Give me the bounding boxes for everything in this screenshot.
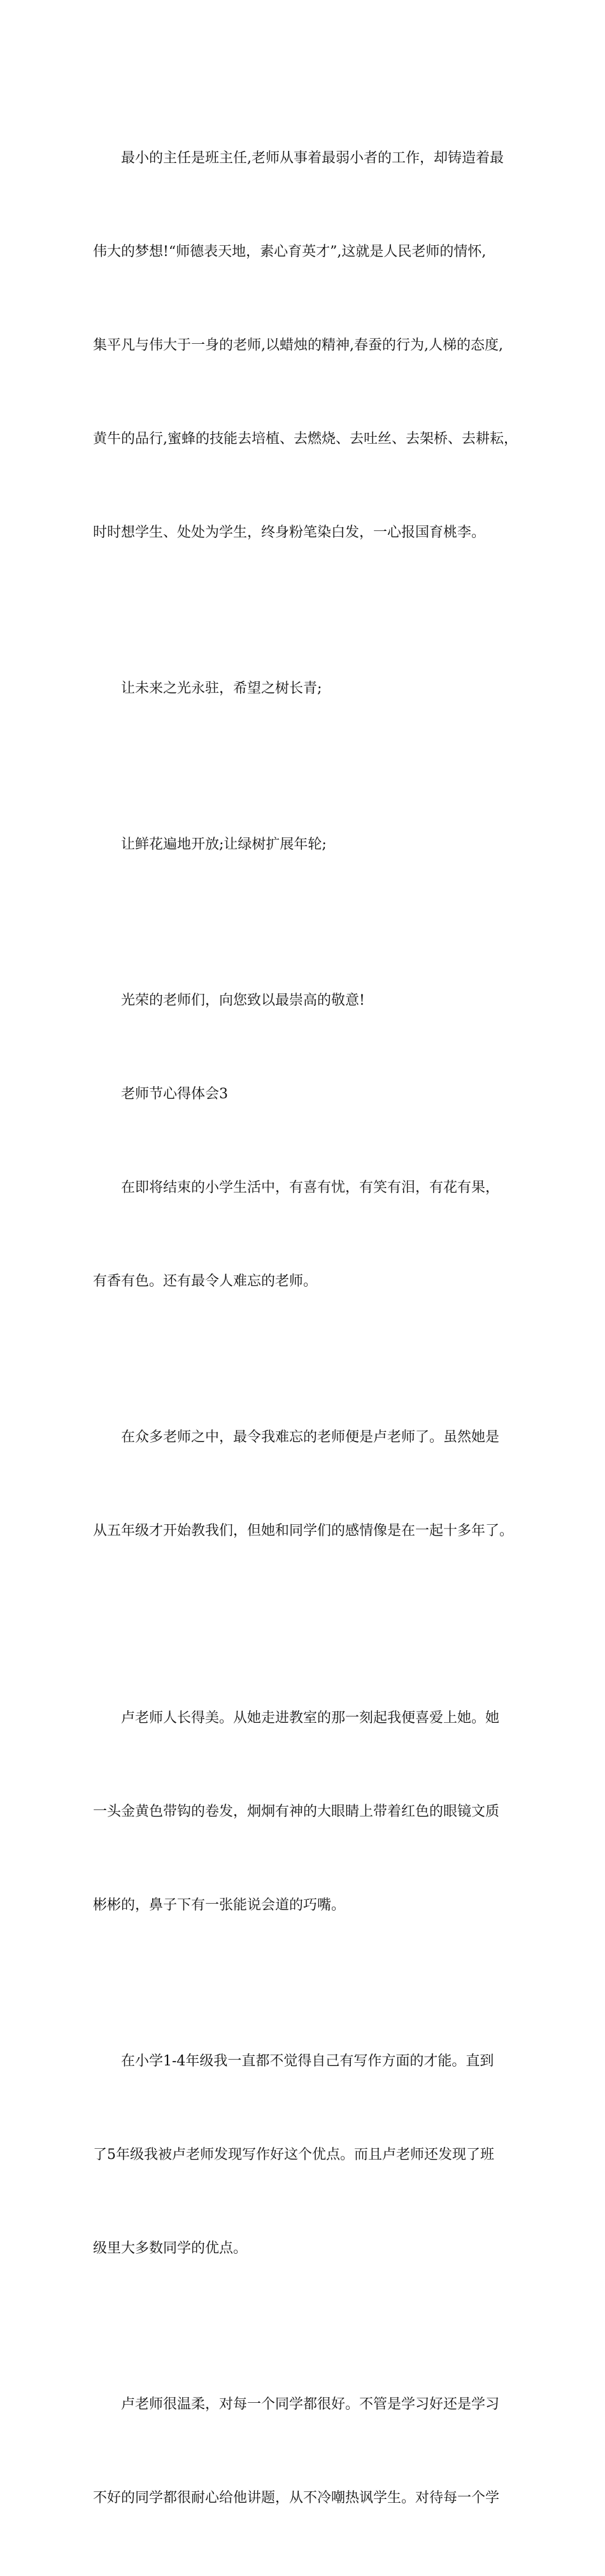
paragraph-writing [93,1983,526,2326]
text-line: 有香有色。还有最令人难忘的老师。 [93,1273,318,1289]
section-heading: 老师节心得体会3 [121,1086,228,1102]
text-line: 一头金黄色带钩的卷发，炯炯有神的大眼睛上带着红色的眼镜文质 [93,1804,500,1820]
paragraph-primary-school [93,1110,526,1359]
document-body [93,80,526,2576]
text-line: 在即将结束的小学生活中，有喜有忧，有笑有泪，有花有果， [121,1180,500,1196]
paragraph-light [93,611,526,767]
text-line: 不好的同学都很耐心给他讲题，从不冷嘲热讽学生。对待每一个学 [93,2490,500,2506]
paragraph-appearance [93,1640,526,1983]
text-line: 让未来之光永驻，希望之树长青; [121,681,322,697]
text-line: 最小的主任是班主任,老师从事着最弱小者的工作，却铸造着最 [121,150,504,166]
text-line: 在众多老师之中，最令我难忘的老师便是卢老师了。虽然她是 [121,1429,500,1445]
text-line: 黄牛的品行,蜜蜂的技能去培植、去燃烧、去吐丝、去架桥、去耕耘， [93,431,518,447]
text-line: 级里大多数同学的优点。 [93,2240,248,2256]
paragraph-teacher-tribute [93,80,526,611]
paragraph-salute [93,923,526,1079]
page-gap [93,1609,526,1640]
text-line: 集平凡与伟大于一身的老师,以蜡烛的精神,春蚕的行为,人梯的态度, [93,337,503,353]
text-line: 光荣的老师们，向您致以最崇高的敬意! [121,993,365,1008]
text-line: 了5年级我被卢老师发现写作好这个优点。而且卢老师还发现了班 [93,2147,494,2163]
paragraph-teacher-lu [93,1359,526,1609]
paragraph-flowers [93,767,526,923]
text-line: 卢老师人长得美。从她走进教室的那一刻起我便喜爱上她。她 [121,1710,500,1726]
text-line: 在小学1-4年级我一直都不觉得自己有写作方面的才能。直到 [121,2053,494,2069]
text-line: 从五年级才开始教我们，但她和同学们的感情像是在一起十多年了。 [93,1523,514,1539]
text-line: 让鲜花遍地开放;让绿树扩展年轮; [121,837,327,853]
text-line: 伟大的梦想!“师德表天地，素心育英才”,这就是人民老师的情怀, [93,244,487,260]
text-line: 时时想学生、处处为学生，终身粉笔染白发，一心报国育桃李。 [93,525,486,541]
paragraph-gentle [93,2326,526,2576]
text-line: 彬彬的，鼻子下有一张能说会道的巧嘴。 [93,1897,346,1913]
text-line: 卢老师很温柔，对每一个同学都很好。不管是学习好还是学习 [121,2396,500,2412]
